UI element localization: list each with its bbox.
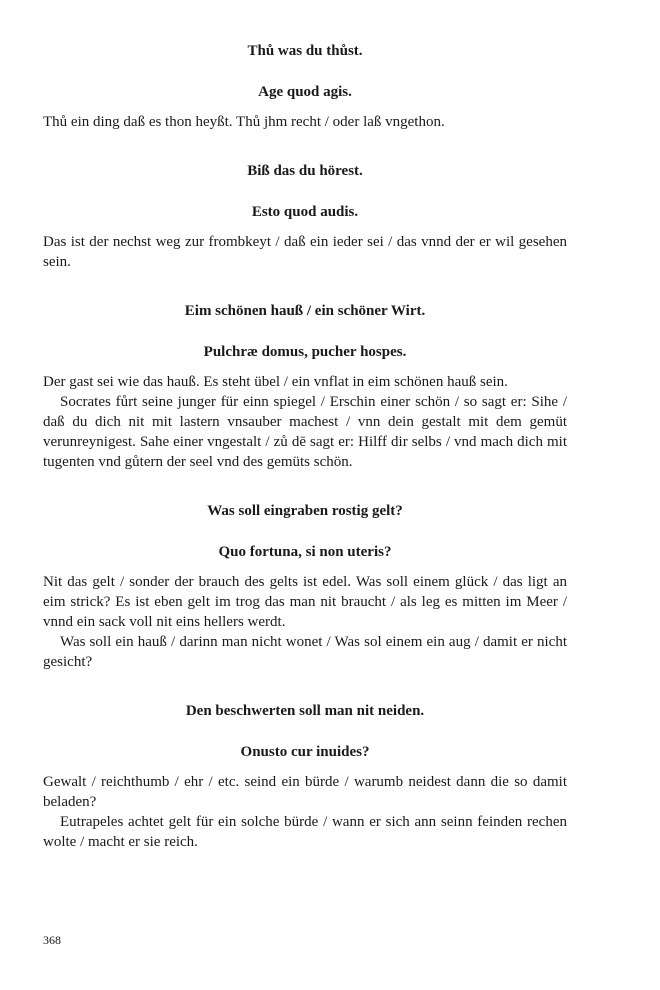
section-latin-heading: Pulchræ domus, pucher hospes. — [203, 344, 407, 360]
section-latin-heading: Esto quod audis. — [251, 204, 359, 220]
paragraph: Eutrapeles achtet gelt für ein solche bürde / wann er sich ann seinn feinden rechen wolte / macht er sie reich. — [43, 814, 567, 850]
proverb-section — [43, 161, 567, 272]
section-heading: Eim schönen hauß / ein schöner Wirt. — [184, 303, 426, 319]
proverb-section — [43, 701, 567, 852]
section-heading: Was soll eingraben rostig gelt? — [207, 503, 403, 519]
page-content — [43, 36, 567, 852]
paragraph: Was soll ein hauß / darinn man nicht wonet / Was sol einem ein aug / damit er nicht gesicht? — [43, 634, 567, 670]
proverb-section — [43, 41, 567, 132]
proverb-section — [43, 301, 567, 472]
section-heading: Thů was du thůst. — [247, 43, 363, 59]
section-latin-heading: Onusto cur inuides? — [240, 744, 370, 760]
section-latin-heading: Age quod agis. — [258, 84, 352, 100]
section-heading: Den beschwerten soll man nit neiden. — [185, 703, 425, 719]
paragraph: Der gast sei wie das hauß. Es steht übel / ein vnflat in eim schönen hauß sein. — [43, 374, 508, 390]
proverb-section — [43, 501, 567, 672]
paragraph: Socrates fůrt seine junger für einn spiegel / Erschin einer schön / so sagt er: Sihe / daß du dich nit mit lastern vnsauber machest / vnn dein gestalt mit dem gemüt verunreynigest. Sahe einer vngestalt / zů dē sagt er: Hilff dir selbs / vnd mach dich mit tugenten vnd gůtern der seel vnd des gemüts schön. — [43, 394, 567, 470]
paragraph: Gewalt / reichthumb / ehr / etc. seind ein bürde / warumb neidest dann die so damit beladen? — [43, 774, 567, 810]
paragraph: Thů ein ding daß es thon heyßt. Thů jhm recht / oder laß vngethon. — [43, 114, 445, 130]
section-latin-heading: Quo fortuna, si non uteris? — [218, 544, 392, 560]
paragraph: Das ist der nechst weg zur frombkeyt / daß ein ieder sei / das vnnd der er wil gesehen sein. — [43, 234, 567, 270]
page-number: 368 — [43, 933, 61, 947]
paragraph: Nit das gelt / sonder der brauch des gelts ist edel. Was soll einem glück / das ligt an eim strick? Es ist eben gelt im trog das man nit braucht / als leg es mitten im Meer / vnnd ein sack voll nit eins hellers werdt. — [43, 574, 567, 630]
section-heading: Biß das du hörest. — [247, 163, 363, 179]
